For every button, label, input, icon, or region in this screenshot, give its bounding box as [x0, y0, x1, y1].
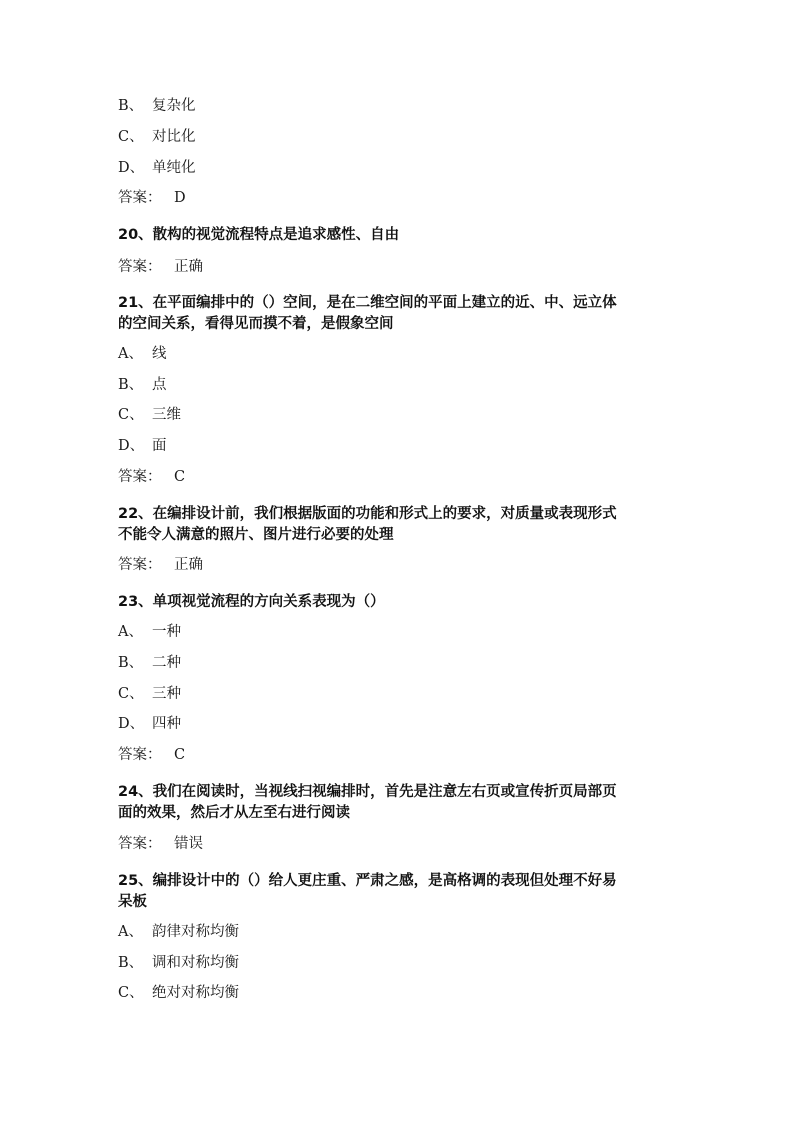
option-text: 调和对称均衡	[152, 955, 239, 971]
question-22	[118, 504, 678, 546]
question-24	[118, 782, 678, 824]
option-text: 面	[152, 438, 167, 454]
answer-value: C	[174, 747, 186, 763]
option-d	[118, 714, 678, 734]
answer-value: C	[174, 469, 186, 485]
question-21	[118, 293, 678, 335]
option-c	[118, 684, 678, 704]
option-d	[118, 436, 678, 456]
option-letter: B、	[118, 655, 144, 671]
option-letter: B、	[118, 98, 144, 114]
option-a	[118, 922, 678, 942]
answer-label: 答案：	[118, 259, 162, 275]
question-text: 20、散构的视觉流程特点是追求感性、自由	[118, 227, 400, 243]
answer-line	[118, 745, 678, 765]
option-letter: C、	[118, 686, 144, 702]
question-text: 22、在编排设计前，我们根据版面的功能和形式上的要求，对质量或表现形式	[118, 506, 617, 522]
option-text: 点	[152, 377, 167, 393]
option-a	[118, 622, 678, 642]
option-letter: C、	[118, 129, 144, 145]
option-letter: D、	[118, 716, 145, 732]
option-letter: A、	[118, 346, 143, 362]
question-25	[118, 871, 678, 913]
option-a	[118, 344, 678, 364]
option-letter: C、	[118, 985, 144, 1001]
question-20	[118, 225, 678, 246]
option-c	[118, 127, 678, 147]
option-text: 复杂化	[152, 98, 196, 114]
option-b	[118, 653, 678, 673]
option-letter: B、	[118, 955, 144, 971]
question-text: 呆板	[118, 894, 147, 910]
option-text: 单纯化	[152, 160, 196, 176]
option-text: 线	[152, 346, 167, 362]
question-text: 23、单项视觉流程的方向关系表现为（）	[118, 594, 385, 610]
option-b	[118, 375, 678, 395]
answer-value: 正确	[174, 557, 203, 573]
question-text: 25、编排设计中的（）给人更庄重、严肃之感，是高格调的表现但处理不好易	[118, 873, 617, 889]
answer-value: D	[174, 190, 186, 206]
option-b	[118, 96, 678, 116]
option-text: 对比化	[152, 129, 196, 145]
answer-label: 答案：	[118, 190, 162, 206]
option-b	[118, 953, 678, 973]
option-d	[118, 158, 678, 178]
option-text: 二种	[152, 655, 181, 671]
option-text: 韵律对称均衡	[152, 924, 239, 940]
question-text: 24、我们在阅读时，当视线扫视编排时，首先是注意左右页或宣传折页局部页	[118, 784, 617, 800]
answer-line	[118, 257, 678, 277]
option-letter: C、	[118, 407, 144, 423]
option-letter: A、	[118, 924, 143, 940]
option-letter: D、	[118, 160, 145, 176]
question-text: 面的效果，然后才从左至右进行阅读	[118, 805, 350, 821]
option-c	[118, 983, 678, 1003]
question-text: 21、在平面编排中的（）空间，是在二维空间的平面上建立的近、中、远立体	[118, 295, 617, 311]
answer-label: 答案：	[118, 836, 162, 852]
answer-line	[118, 834, 678, 854]
answer-label: 答案：	[118, 557, 162, 573]
option-text: 三种	[152, 686, 181, 702]
option-text: 四种	[152, 716, 181, 732]
answer-line	[118, 555, 678, 575]
question-23	[118, 592, 678, 613]
option-text: 一种	[152, 624, 181, 640]
option-c	[118, 405, 678, 425]
question-text: 不能令人满意的照片、图片进行必要的处理	[118, 527, 394, 543]
option-letter: B、	[118, 377, 144, 393]
answer-line	[118, 188, 678, 208]
option-letter: A、	[118, 624, 143, 640]
answer-value: 正确	[174, 259, 203, 275]
answer-label: 答案：	[118, 747, 162, 763]
answer-value: 错误	[174, 836, 203, 852]
option-text: 三维	[152, 407, 181, 423]
option-text: 绝对对称均衡	[152, 985, 239, 1001]
question-text: 的空间关系，看得见而摸不着，是假象空间	[118, 316, 394, 332]
answer-line	[118, 467, 678, 487]
option-letter: D、	[118, 438, 145, 454]
answer-label: 答案：	[118, 469, 162, 485]
